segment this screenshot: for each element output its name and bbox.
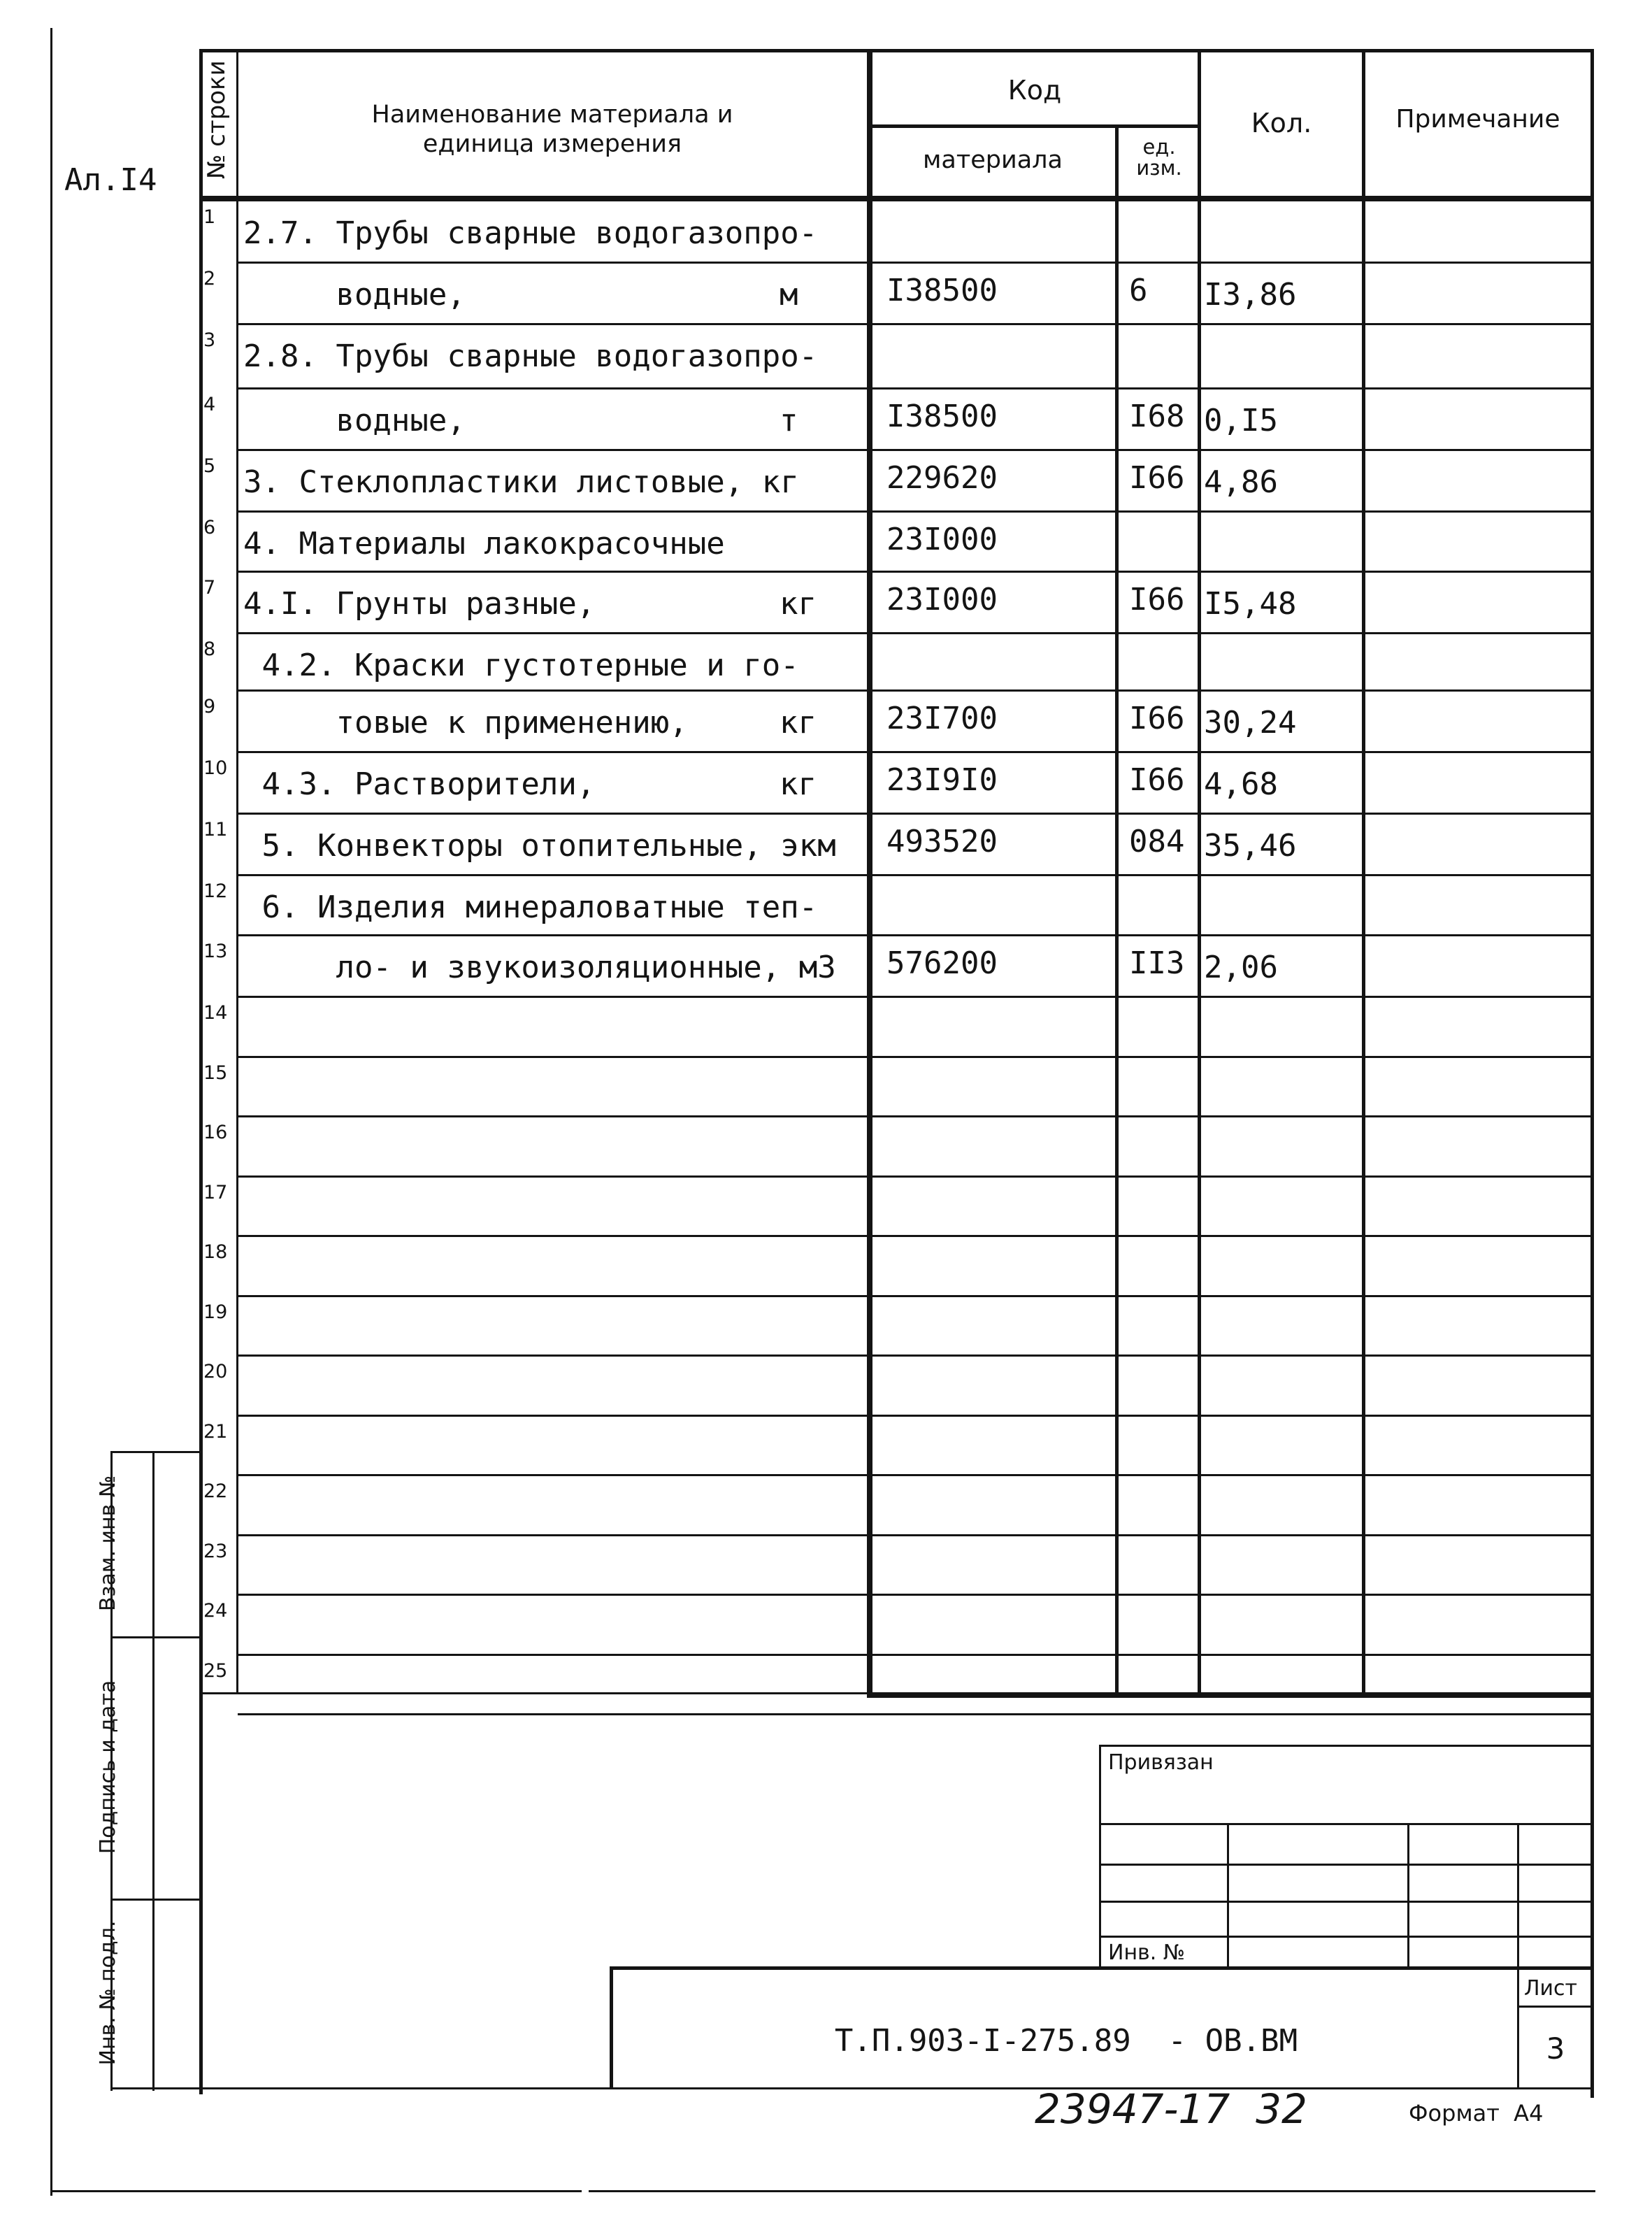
row-rule [238, 632, 1593, 634]
stamp-rule-4 [1099, 1936, 1594, 1938]
row-rule [238, 262, 1593, 264]
row-quantity: I3,86 [1204, 277, 1297, 313]
stamp-rule-1 [1099, 1823, 1594, 1825]
stamp-doc-code: Т.П.903-I-275.89 - ОВ.ВМ [834, 2023, 1298, 2059]
row-number: 19 [203, 1301, 228, 1323]
row-name: водные, [243, 403, 466, 438]
row-name: 6. Изделия минераловатные теп- [243, 889, 818, 925]
row-quantity: 4,68 [1204, 766, 1278, 802]
row-number: 23 [203, 1540, 228, 1562]
stamp-privyazan: Привязан [1108, 1750, 1214, 1775]
row-name: 4.I. Грунты разные, [243, 586, 596, 622]
row-quantity: 4,86 [1204, 464, 1278, 500]
header-bottom-rule [199, 196, 1594, 201]
code-subheader-rule [867, 124, 1199, 128]
row-unit-code: I66 [1129, 582, 1185, 617]
row-material-code: 576200 [886, 945, 998, 981]
footer-number: 23947-17 32 [1035, 2085, 1307, 2133]
row-unit-code: II3 [1129, 945, 1185, 981]
header-code-material: материала [922, 146, 1063, 174]
row-unit-name: т [780, 403, 798, 438]
row-rule [238, 387, 1593, 389]
row-rule [238, 996, 1593, 998]
row-rule [238, 874, 1593, 876]
row-material-code: 23I9I0 [886, 762, 998, 798]
row-unit-code: I66 [1129, 762, 1185, 798]
row-rule [238, 1534, 1593, 1536]
table-right-border [1590, 49, 1594, 2098]
row-number: 10 [203, 757, 228, 779]
row-number: 4 [203, 394, 216, 415]
row-number: 17 [203, 1181, 228, 1203]
row-quantity: 30,24 [1204, 705, 1297, 741]
header-code: Код [1007, 75, 1062, 106]
row-rule [238, 1115, 1593, 1117]
row-number: 8 [203, 638, 216, 660]
table-top-border [199, 49, 1594, 52]
row-rule [238, 813, 1593, 815]
row-number: 16 [203, 1122, 228, 1143]
row-number: 1 [203, 206, 216, 228]
stamp-col-1 [1227, 1823, 1229, 1970]
frame-bottom-rule [110, 2087, 1594, 2089]
row-number: 11 [203, 819, 228, 841]
header-row-number: № строки [203, 60, 231, 179]
row-number: 20 [203, 1361, 228, 1382]
sheet-label: Ал.I4 [64, 162, 157, 198]
row-name: 2.7. Трубы сварные водогазопро- [243, 215, 818, 251]
row-number: 24 [203, 1600, 228, 1622]
row-material-code: 493520 [886, 824, 998, 859]
row-material-code: 23I700 [886, 701, 998, 736]
row-quantity: 35,46 [1204, 828, 1297, 864]
row-unit-code: I66 [1129, 460, 1185, 496]
row-rule [238, 689, 1593, 692]
row-rule [238, 1355, 1593, 1357]
row-number: 15 [203, 1062, 228, 1084]
row-number: 5 [203, 455, 216, 477]
row-quantity: I5,48 [1204, 586, 1297, 622]
row-rule [238, 1295, 1593, 1297]
row-rule [238, 1056, 1593, 1058]
stamp-col-2 [1407, 1823, 1409, 1970]
margin-vzam-label: Взам. инв № [96, 1475, 120, 1612]
row-unit-name: кг [780, 705, 817, 741]
table-bottom-rule [867, 1692, 1594, 1698]
header-name-line1: Наименование материала и [371, 101, 733, 129]
row-material-code: 23I000 [886, 522, 998, 557]
row-unit-code: 084 [1129, 824, 1185, 859]
row-rule [238, 449, 1593, 451]
row-rule [238, 1235, 1593, 1237]
row-rule [238, 1415, 1593, 1417]
stamp-top-rule [1099, 1745, 1594, 1747]
row-rule [238, 934, 1593, 936]
row-number: 13 [203, 941, 228, 962]
row-unit-code: 6 [1129, 273, 1148, 308]
row-number: 18 [203, 1241, 228, 1263]
stamp-list-rule [1517, 2006, 1594, 2008]
margin-top-rule [110, 1451, 201, 1453]
col-line-code [867, 49, 872, 1698]
row-name: 4.3. Растворители, [243, 766, 596, 802]
stamp-left-rule [1099, 1745, 1101, 1968]
row-number: 3 [203, 329, 216, 351]
col-line-note [1362, 49, 1365, 1696]
stamp-list-number: 3 [1546, 2031, 1565, 2066]
table-bottom-rule-left [199, 1692, 870, 1694]
row-rule [238, 1594, 1593, 1596]
row-unit-name: кг [780, 586, 817, 622]
row-rule [238, 1474, 1593, 1476]
row-number: 25 [203, 1659, 228, 1682]
row-name: 3. Стеклопластики листовые, кг [243, 464, 799, 500]
stamp-rule-3 [1099, 1901, 1594, 1903]
stamp-main-left-rule [610, 1966, 613, 2089]
row-rule [238, 751, 1593, 753]
stamp-rule-2 [1099, 1864, 1594, 1866]
row-rule [238, 1713, 1593, 1715]
row-unit-name: кг [780, 766, 817, 802]
row-material-code: 23I000 [886, 582, 998, 617]
stamp-main-top-rule [610, 1966, 1594, 1970]
row-unit-code: I66 [1129, 701, 1185, 736]
row-number: 21 [203, 1420, 228, 1443]
row-material-code: 229620 [886, 460, 998, 496]
page-bottom-border-left [50, 2190, 582, 2192]
row-material-code: I38500 [886, 399, 998, 434]
row-number: 12 [203, 880, 228, 902]
margin-rule-2 [110, 1899, 201, 1901]
row-name: 5. Конвекторы отопительные, экм [243, 828, 836, 864]
page-left-border [50, 28, 52, 2196]
row-name: 4.2. Краски густотерные и го- [243, 648, 799, 683]
row-name: 2.8. Трубы сварные водогазопро- [243, 338, 818, 374]
header-code-unit: ед. изм. [1136, 135, 1182, 180]
row-number: 9 [203, 696, 216, 717]
header-note: Примечание [1395, 105, 1560, 134]
row-quantity: 2,06 [1204, 950, 1278, 985]
row-rule [238, 1654, 1593, 1656]
row-number: 6 [203, 517, 216, 538]
header-qty: Кол. [1251, 108, 1312, 138]
row-number: 22 [203, 1480, 228, 1502]
row-number: 7 [203, 577, 216, 599]
row-name: ло- и звукоизоляционные, м3 [243, 950, 836, 985]
row-name: товые к применению, [243, 705, 688, 741]
table-left-border [199, 49, 203, 2094]
col-line-qty [1198, 49, 1201, 1696]
col-line-unit [1115, 126, 1119, 1696]
row-unit-name: м [780, 277, 798, 313]
margin-inv-podl-label: Инв. № подл. [96, 1920, 120, 2066]
row-rule [238, 323, 1593, 325]
row-name: 4. Материалы лакокрасочные [243, 526, 725, 562]
row-rule [238, 571, 1593, 573]
row-material-code: I38500 [886, 273, 998, 308]
row-rule [238, 1175, 1593, 1178]
margin-podpis-label: Подпись и дата [96, 1680, 120, 1854]
margin-rule-1 [110, 1636, 201, 1638]
stamp-list-label: Лист [1524, 1976, 1578, 2001]
stamp-inv-no: Инв. № [1108, 1940, 1186, 1965]
row-name: водные, [243, 277, 466, 313]
row-unit-code: I68 [1129, 399, 1185, 434]
row-quantity: 0,I5 [1204, 403, 1278, 438]
margin-mid-line [152, 1451, 155, 2091]
page-bottom-border-right [589, 2190, 1595, 2192]
row-rule [238, 510, 1593, 513]
row-number: 2 [203, 268, 216, 290]
header-name-line2: единица измерения [422, 130, 682, 158]
row-number: 14 [203, 1002, 228, 1024]
footer-format: Формат А4 [1409, 2100, 1544, 2127]
col-line-rownum [236, 49, 238, 1694]
